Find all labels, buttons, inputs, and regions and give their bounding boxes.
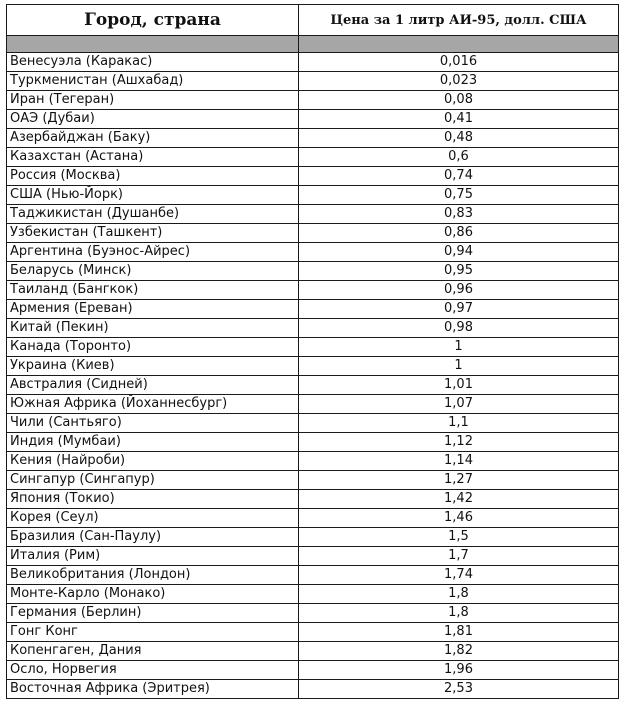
price-cell: 1,96 [299,661,619,680]
city-cell: Туркменистан (Ашхабад) [7,72,299,91]
table-row [7,528,619,547]
price-cell: 0,96 [299,281,619,300]
price-cell: 2,53 [299,680,619,699]
table-row [7,319,619,338]
table-row [7,357,619,376]
price-cell: 1,8 [299,585,619,604]
table-row [7,167,619,186]
price-cell: 0,016 [299,53,619,72]
table-row [7,395,619,414]
fuel-price-table [6,4,619,699]
table-row [7,623,619,642]
table-row [7,205,619,224]
city-cell: Сингапур (Сингапур) [7,471,299,490]
city-cell: Аргентина (Буэнос-Айрес) [7,243,299,262]
price-cell: 1,7 [299,547,619,566]
price-cell: 1,74 [299,566,619,585]
price-cell: 1,82 [299,642,619,661]
table-row [7,72,619,91]
city-cell: Кения (Найроби) [7,452,299,471]
table-row [7,91,619,110]
table-row [7,642,619,661]
price-cell: 0,83 [299,205,619,224]
city-cell: США (Нью-Йорк) [7,186,299,205]
table-row [7,300,619,319]
city-cell: Восточная Африка (Эритрея) [7,680,299,699]
table-row [7,224,619,243]
table-row [7,604,619,623]
city-cell: Канада (Торонто) [7,338,299,357]
city-cell: Германия (Берлин) [7,604,299,623]
table-row [7,243,619,262]
price-cell: 0,94 [299,243,619,262]
price-cell: 0,48 [299,129,619,148]
price-cell: 0,86 [299,224,619,243]
price-cell: 0,6 [299,148,619,167]
price-cell: 1,81 [299,623,619,642]
city-cell: Узбекистан (Ташкент) [7,224,299,243]
table-row [7,414,619,433]
price-cell: 0,74 [299,167,619,186]
city-cell: Венесуэла (Каракас) [7,53,299,72]
table-row [7,129,619,148]
city-cell: Корея (Сеул) [7,509,299,528]
header-city: Город, страна [7,5,299,36]
table-row [7,509,619,528]
price-cell: 0,08 [299,91,619,110]
price-cell: 1,8 [299,604,619,623]
city-cell: Гонг Конг [7,623,299,642]
city-cell: Таиланд (Бангкок) [7,281,299,300]
table-row [7,186,619,205]
price-cell: 1,46 [299,509,619,528]
city-cell: Великобритания (Лондон) [7,566,299,585]
city-cell: Италия (Рим) [7,547,299,566]
city-cell: Беларусь (Минск) [7,262,299,281]
gray-cell [299,36,619,53]
price-cell: 1,12 [299,433,619,452]
city-cell: Казахстан (Астана) [7,148,299,167]
city-cell: Таджикистан (Душанбе) [7,205,299,224]
table-row [7,471,619,490]
table-row [7,452,619,471]
price-cell: 0,95 [299,262,619,281]
price-cell: 1,27 [299,471,619,490]
table-row [7,490,619,509]
city-cell: Австралия (Сидней) [7,376,299,395]
price-cell: 1,5 [299,528,619,547]
price-cell: 1 [299,338,619,357]
city-cell: Индия (Мумбаи) [7,433,299,452]
table-row [7,433,619,452]
city-cell: Южная Африка (Йоханнесбург) [7,395,299,414]
table-row [7,661,619,680]
city-cell: Армения (Ереван) [7,300,299,319]
table-row [7,53,619,72]
city-cell: Япония (Токио) [7,490,299,509]
city-cell: Осло, Норвегия [7,661,299,680]
table-row [7,262,619,281]
table-row [7,680,619,699]
table-row [7,110,619,129]
table-row [7,338,619,357]
table-row [7,585,619,604]
city-cell: Азербайджан (Баку) [7,129,299,148]
price-cell: 0,023 [299,72,619,91]
table-row [7,547,619,566]
table-row [7,566,619,585]
price-cell: 1,14 [299,452,619,471]
city-cell: Чили (Сантьяго) [7,414,299,433]
header-row [7,5,619,36]
price-cell: 1 [299,357,619,376]
gray-separator-row [7,36,619,53]
city-cell: Россия (Москва) [7,167,299,186]
price-cell: 1,07 [299,395,619,414]
price-cell: 1,1 [299,414,619,433]
price-cell: 0,97 [299,300,619,319]
table-row [7,376,619,395]
city-cell: Украина (Киев) [7,357,299,376]
gray-cell [7,36,299,53]
table-row [7,148,619,167]
price-cell: 0,75 [299,186,619,205]
city-cell: Монте-Карло (Монако) [7,585,299,604]
price-cell: 1,42 [299,490,619,509]
city-cell: Копенгаген, Дания [7,642,299,661]
city-cell: Иран (Тегеран) [7,91,299,110]
city-cell: ОАЭ (Дубаи) [7,110,299,129]
price-cell: 0,41 [299,110,619,129]
table-body [7,36,619,699]
price-cell: 0,98 [299,319,619,338]
city-cell: Китай (Пекин) [7,319,299,338]
table-row [7,281,619,300]
city-cell: Бразилия (Сан-Паулу) [7,528,299,547]
price-cell: 1,01 [299,376,619,395]
header-price: Цена за 1 литр АИ-95, долл. США [299,5,619,36]
